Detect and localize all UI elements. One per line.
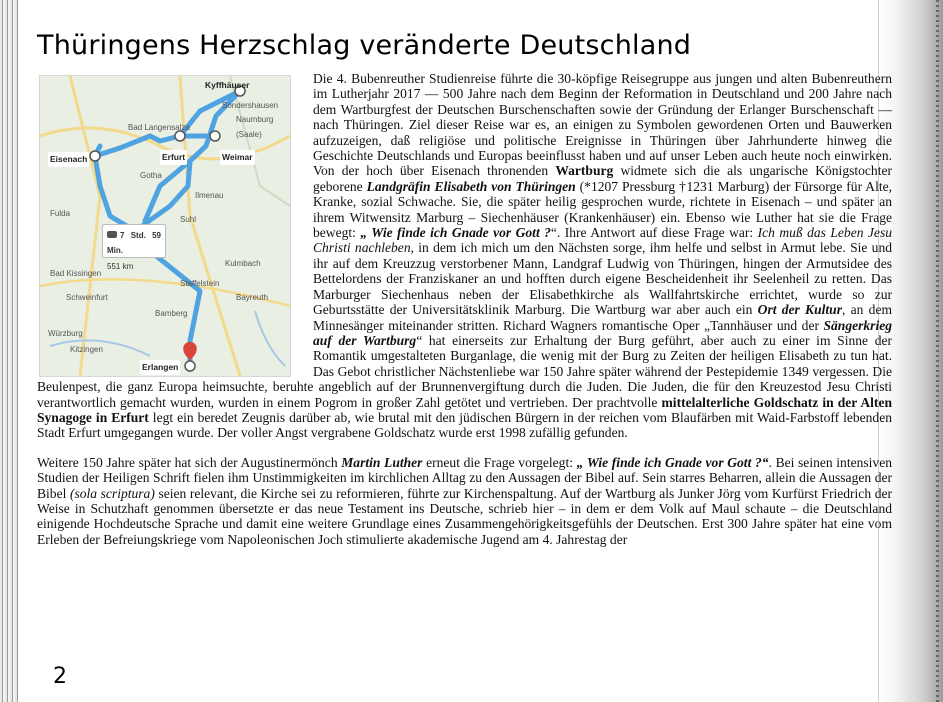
text-run: (sola scriptura): [69, 485, 155, 501]
paragraph-gap: [37, 441, 892, 455]
text-run: Von der hoch über Eisenach thronenden: [313, 163, 556, 179]
text-run: Die 4. Bubenreuther Studienreise führte die 30-köpfige Reisegruppe aus jungen und alten Bubenreuthern im Lutherjahr 2017 — 500 Jahre nach dem Beginn der Reformation in Deutschland und 200 Jahre nach dem Wartburgfest der Deutschen Burschenschaften sowie der Gründung der Erlanger Burschenschaft — nach Thüringen. Ziel dieser Reise war es, an einigen zu Symbolen gewordenen Orten und Bauwerken aufzuzeigen, daß religiöse und politische Ereignisse in Thüringen über Jahrhunderte hinweg die Geschichte Deutschlands und Europas beeinflusst haben und auf unser Leben auch heute noch einwirken.: [313, 71, 892, 164]
map-label-kulmbach: Kulmbach: [225, 259, 261, 268]
car-icon: [107, 231, 117, 238]
map-label-fulda: Fulda: [50, 209, 71, 218]
text-run: Die Wartburg war aber auch ein: [565, 302, 758, 318]
map-label-kyffhaeuser: Kyffhäuser: [205, 80, 250, 90]
map-label-gotha: Gotha: [140, 171, 162, 180]
map-label-staffelstein: Staffelstein: [180, 279, 220, 288]
map-label-weimar: Weimar: [220, 150, 255, 165]
text-run: . Bei seinen intensiven Studien der Heiligen Schrift fielen ihm Unstimmigkeiten im kirchlichen Alltag zu den Aussagen der Bibel auf. Sein starres Beharren, allein die Aussagen der Bibel: [37, 454, 892, 501]
text-run: Wartburg: [555, 163, 614, 179]
text-run: Ort der Kultur: [757, 302, 842, 318]
page-number: 2: [53, 664, 67, 689]
map-label-bamberg: Bamberg: [155, 309, 188, 318]
article: [37, 30, 892, 547]
route-duration: 7 Std. 59 Min.: [107, 231, 161, 256]
text-run: erneut die Frage vorgelegt:: [422, 454, 577, 470]
text-run: Sängerkrieg auf der Wartburg: [313, 317, 892, 348]
text-run: „ Wie finde ich Gnade vor Gott ?“: [576, 454, 769, 470]
map-label-eisenach: Eisenach: [48, 152, 89, 167]
text-run: (*1207 Pressburg †1231 Marburg) der Fürsorge für Alte, Kranke, sozial Schwache. Sie, die später heilig gesprochen wurde, richtete in Eisenach – und später an ihrem Witwensitz Marburg – Siechenhäuser (Krankenhäuser) ein. Ebenso wie Luther hat sie die Frage bewegt:: [313, 178, 893, 241]
map-label-wuerzburg: Würzburg: [48, 329, 83, 338]
map-label-sondershausen: Sondershausen: [222, 101, 279, 110]
text-run: Landgräfin Elisabeth von Thüringen: [366, 178, 576, 194]
text-run: “ hat einerseits zur Erhaltung der Burg geführt, aber auch zu einer im Sinne der Romantik umgestalteten Burganlage, die wenig mit der Burg zu Zeiten der heiligen Elisabeth zu tun hat.: [313, 332, 892, 364]
text-run: seien relevant, die Kirche sei zu reformieren, führte zur Kirchenspaltung. Auf der Wartburg als Junker Jörg vom Kurfürst Friedrich der Weise in Schutzhaft genommen übersetzte er das neue Testament ins Deutsche, schrieb hier – in dem er dem Volk auf Maul schaute – die Deutschland einigende Hochdeutsche Sprache und damit eine weitere Grundlage eines Zusammengehörigkeitsgefühls der Deutschen. Erst 300 Jahre später hat eine vom Erleben der Befreiungskriege vom Napoleonischen Joch stimulierte akademische Jugend am 4. Jahrestag der: [37, 485, 892, 547]
text-run: , an dem Minnesänger miteinander stritten. Richard Wagners romantische Oper „Tannhäuser und der: [313, 302, 892, 333]
book-binding: [0, 0, 18, 702]
route-info-badge: [102, 224, 166, 271]
map-label-bad-kissingen: Bad Kissingen: [50, 269, 102, 278]
page-title: Thüringens Herzschlag veränderte Deutschland: [37, 30, 692, 61]
map-label-kitzingen: Kitzingen: [70, 345, 103, 354]
text-run: mittelalterliche Goldschatz in der Alten Synagoge in Erfurt: [37, 394, 892, 425]
paragraph-luther: [37, 455, 892, 547]
map-label-bad-langensalza: Bad Langensalza: [128, 123, 190, 132]
paragraph-intro: [37, 71, 892, 441]
map-label-naumburg: Naumburg (Saale): [236, 115, 274, 140]
text-run: “. Ihre Antwort auf diese Frage war:: [550, 225, 758, 241]
route-map-image: [39, 75, 291, 377]
map-label-erfurt: Erfurt: [160, 150, 187, 165]
map-label-erlangen: Erlangen: [140, 360, 180, 375]
text-run: Ich muß das Leben Jesu Christi nachleben: [313, 225, 892, 256]
text-run: legt ein beredet Zeugnis darüber ab, wie brutal mit den jüdischen Bürgern in der reichen vom Blaufärben mit Waid-Farbstoff lebenden Stadt Erfurt umgegangen wurde. Der voller Angst vergrabene Goldschatz wurde erst 1998 zufällig gefunden.: [37, 409, 892, 441]
map-label-suhl: Suhl: [180, 215, 197, 224]
text-run: , in dem ich mich um den Nächsten sorge, ihm helfe und selbst in Armut lebe. Sie und ihr auf dem Kreuzzug verstorbener Mann, Landgraf Ludwig von Thüringen, hingen der Armutsidee des Bettelordens der Franziskaner an und hofften durch eigene Bescheidenheit ihr Seelenheil zu retten. Das Marburger Siechenhaus neben der Elisabethkirche als Wallfahrtskirche errichtet, wurde so zur Geburtsstätte der Universitätsklinik Marburg.: [313, 240, 892, 318]
map-label-schweinfurt: Schweinfurt: [66, 293, 108, 302]
map-label-ilmenau: Ilmenau: [195, 191, 224, 200]
map-label-bayreuth: Bayreuth: [236, 293, 269, 302]
text-run: „ Wie finde ich Gnade vor Gott ?: [360, 225, 551, 241]
text-run: Das Gebot christlicher Nächstenliebe war 150 Jahre später während der Pestepidemie 1349 vergessen. Die Beulenpest, die ganz Europa heimsuchte, beruhte angeblich auf der Brunnenvergiftung durch die Juden. Die Juden, die für den Kreuzestod Jesu Christi verantwortlich gemacht wurden, wurden in einem Pogrom in großer Zahl getötet und vertrieben. Der prachtvolle: [37, 363, 892, 410]
text-run: Weitere 150 Jahre später hat sich der Augustinermönch: [37, 454, 342, 470]
route-distance: 551 km: [107, 261, 134, 271]
text-run: Martin Luther: [341, 454, 423, 470]
text-run: widmete sich die als ungarische Königstochter geborene: [313, 163, 892, 194]
